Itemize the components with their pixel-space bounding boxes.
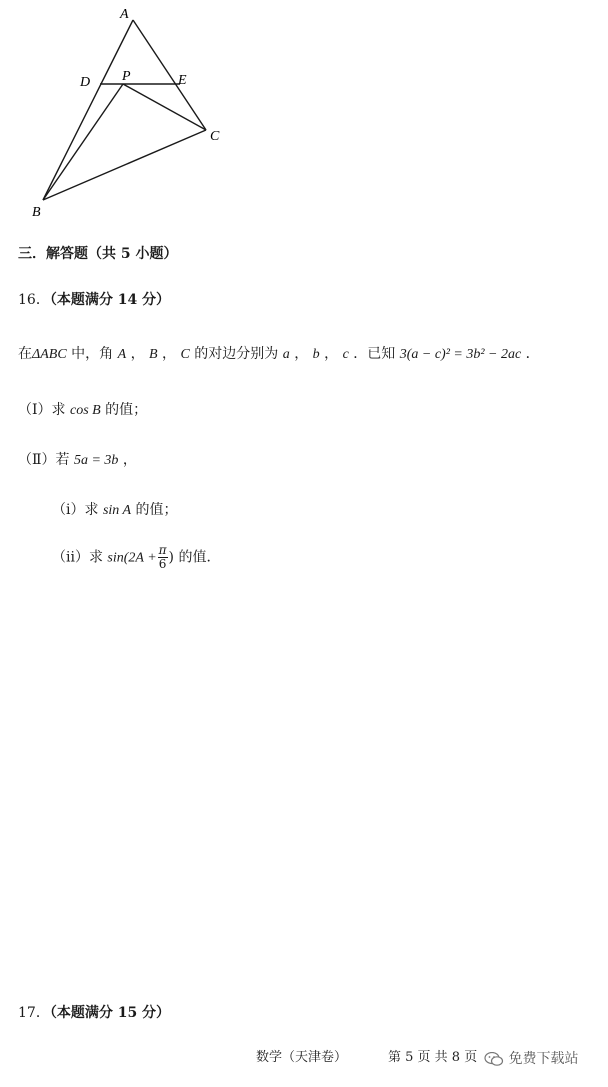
footer-page: 第 5 页 共 8 页 <box>388 1050 478 1065</box>
wechat-icon <box>484 1052 504 1066</box>
sub2-tail: 的值． <box>174 549 221 566</box>
label-a: A <box>120 7 129 22</box>
part2-expr: 5a = 3b <box>73 453 119 468</box>
stem-angle: A <box>117 347 127 362</box>
stem-comma: ， <box>157 346 181 362</box>
q16-part2 <box>18 449 137 469</box>
stem-angle: C <box>180 347 190 362</box>
label-e: E <box>178 73 187 88</box>
stem-triangle: ΔABC <box>32 347 67 362</box>
fraction-numerator: π <box>158 543 167 557</box>
sub1-expr: sin A <box>102 503 132 518</box>
part2-label: （Ⅱ）若 <box>18 452 74 468</box>
q17-header <box>18 1002 170 1022</box>
stem-text: 在 <box>18 346 32 362</box>
q16-header <box>18 289 170 309</box>
sub2-label: （ii）求 <box>52 549 108 566</box>
sub1-tail: 的值； <box>131 502 178 518</box>
watermark <box>484 1048 578 1068</box>
stem-side: a <box>282 347 290 362</box>
edge-ac <box>133 20 206 130</box>
stem-comma: ， <box>289 346 313 362</box>
sub2-close: ) <box>168 549 175 566</box>
q16-part1 <box>18 399 147 419</box>
stem-angle: B <box>149 347 158 362</box>
triangle-figure <box>20 0 240 225</box>
label-b: B <box>32 205 41 220</box>
q16-score: （本题满分 14 分） <box>49 292 171 308</box>
fraction-denominator: 6 <box>158 557 167 571</box>
label-c: C <box>210 129 220 144</box>
section-title: 三．解答题（共 5 小题） <box>18 246 178 262</box>
q16-number: 16． <box>18 292 50 308</box>
stem-text: 中，角 <box>66 346 118 362</box>
watermark-text: 免费下载站 <box>508 1051 579 1067</box>
footer-subject: 数学（天津卷） <box>256 1050 348 1065</box>
sub2-expr: sin(2A + <box>107 550 157 566</box>
q16-stem <box>18 343 540 363</box>
label-d: D <box>80 75 91 90</box>
q16-sub1 <box>52 499 178 519</box>
stem-text: ．已知 <box>348 346 400 362</box>
edge-ab <box>43 20 133 200</box>
part1-tail: 的值； <box>100 402 148 418</box>
stem-text: ． <box>521 346 540 362</box>
q16-sub2 <box>52 544 220 571</box>
q17-number: 17． <box>18 1005 50 1021</box>
pi-over-6-fraction <box>158 544 168 571</box>
segment-pc <box>123 84 206 130</box>
stem-equation: 3(a − c)² = 3b² − 2ac <box>399 347 522 362</box>
part2-tail: ， <box>118 452 137 468</box>
stem-comma: ， <box>126 346 150 362</box>
q17-score: （本题满分 15 分） <box>49 1005 171 1021</box>
stem-text: 的对边分别为 <box>189 346 283 362</box>
label-p: P <box>122 69 131 84</box>
sub1-label: （i）求 <box>52 502 103 518</box>
stem-side: c <box>342 347 349 362</box>
stem-comma: ， <box>319 346 343 362</box>
part1-label: （Ⅰ）求 <box>18 402 70 418</box>
part1-expr: cos B <box>69 403 101 418</box>
stem-side: b <box>312 347 320 362</box>
